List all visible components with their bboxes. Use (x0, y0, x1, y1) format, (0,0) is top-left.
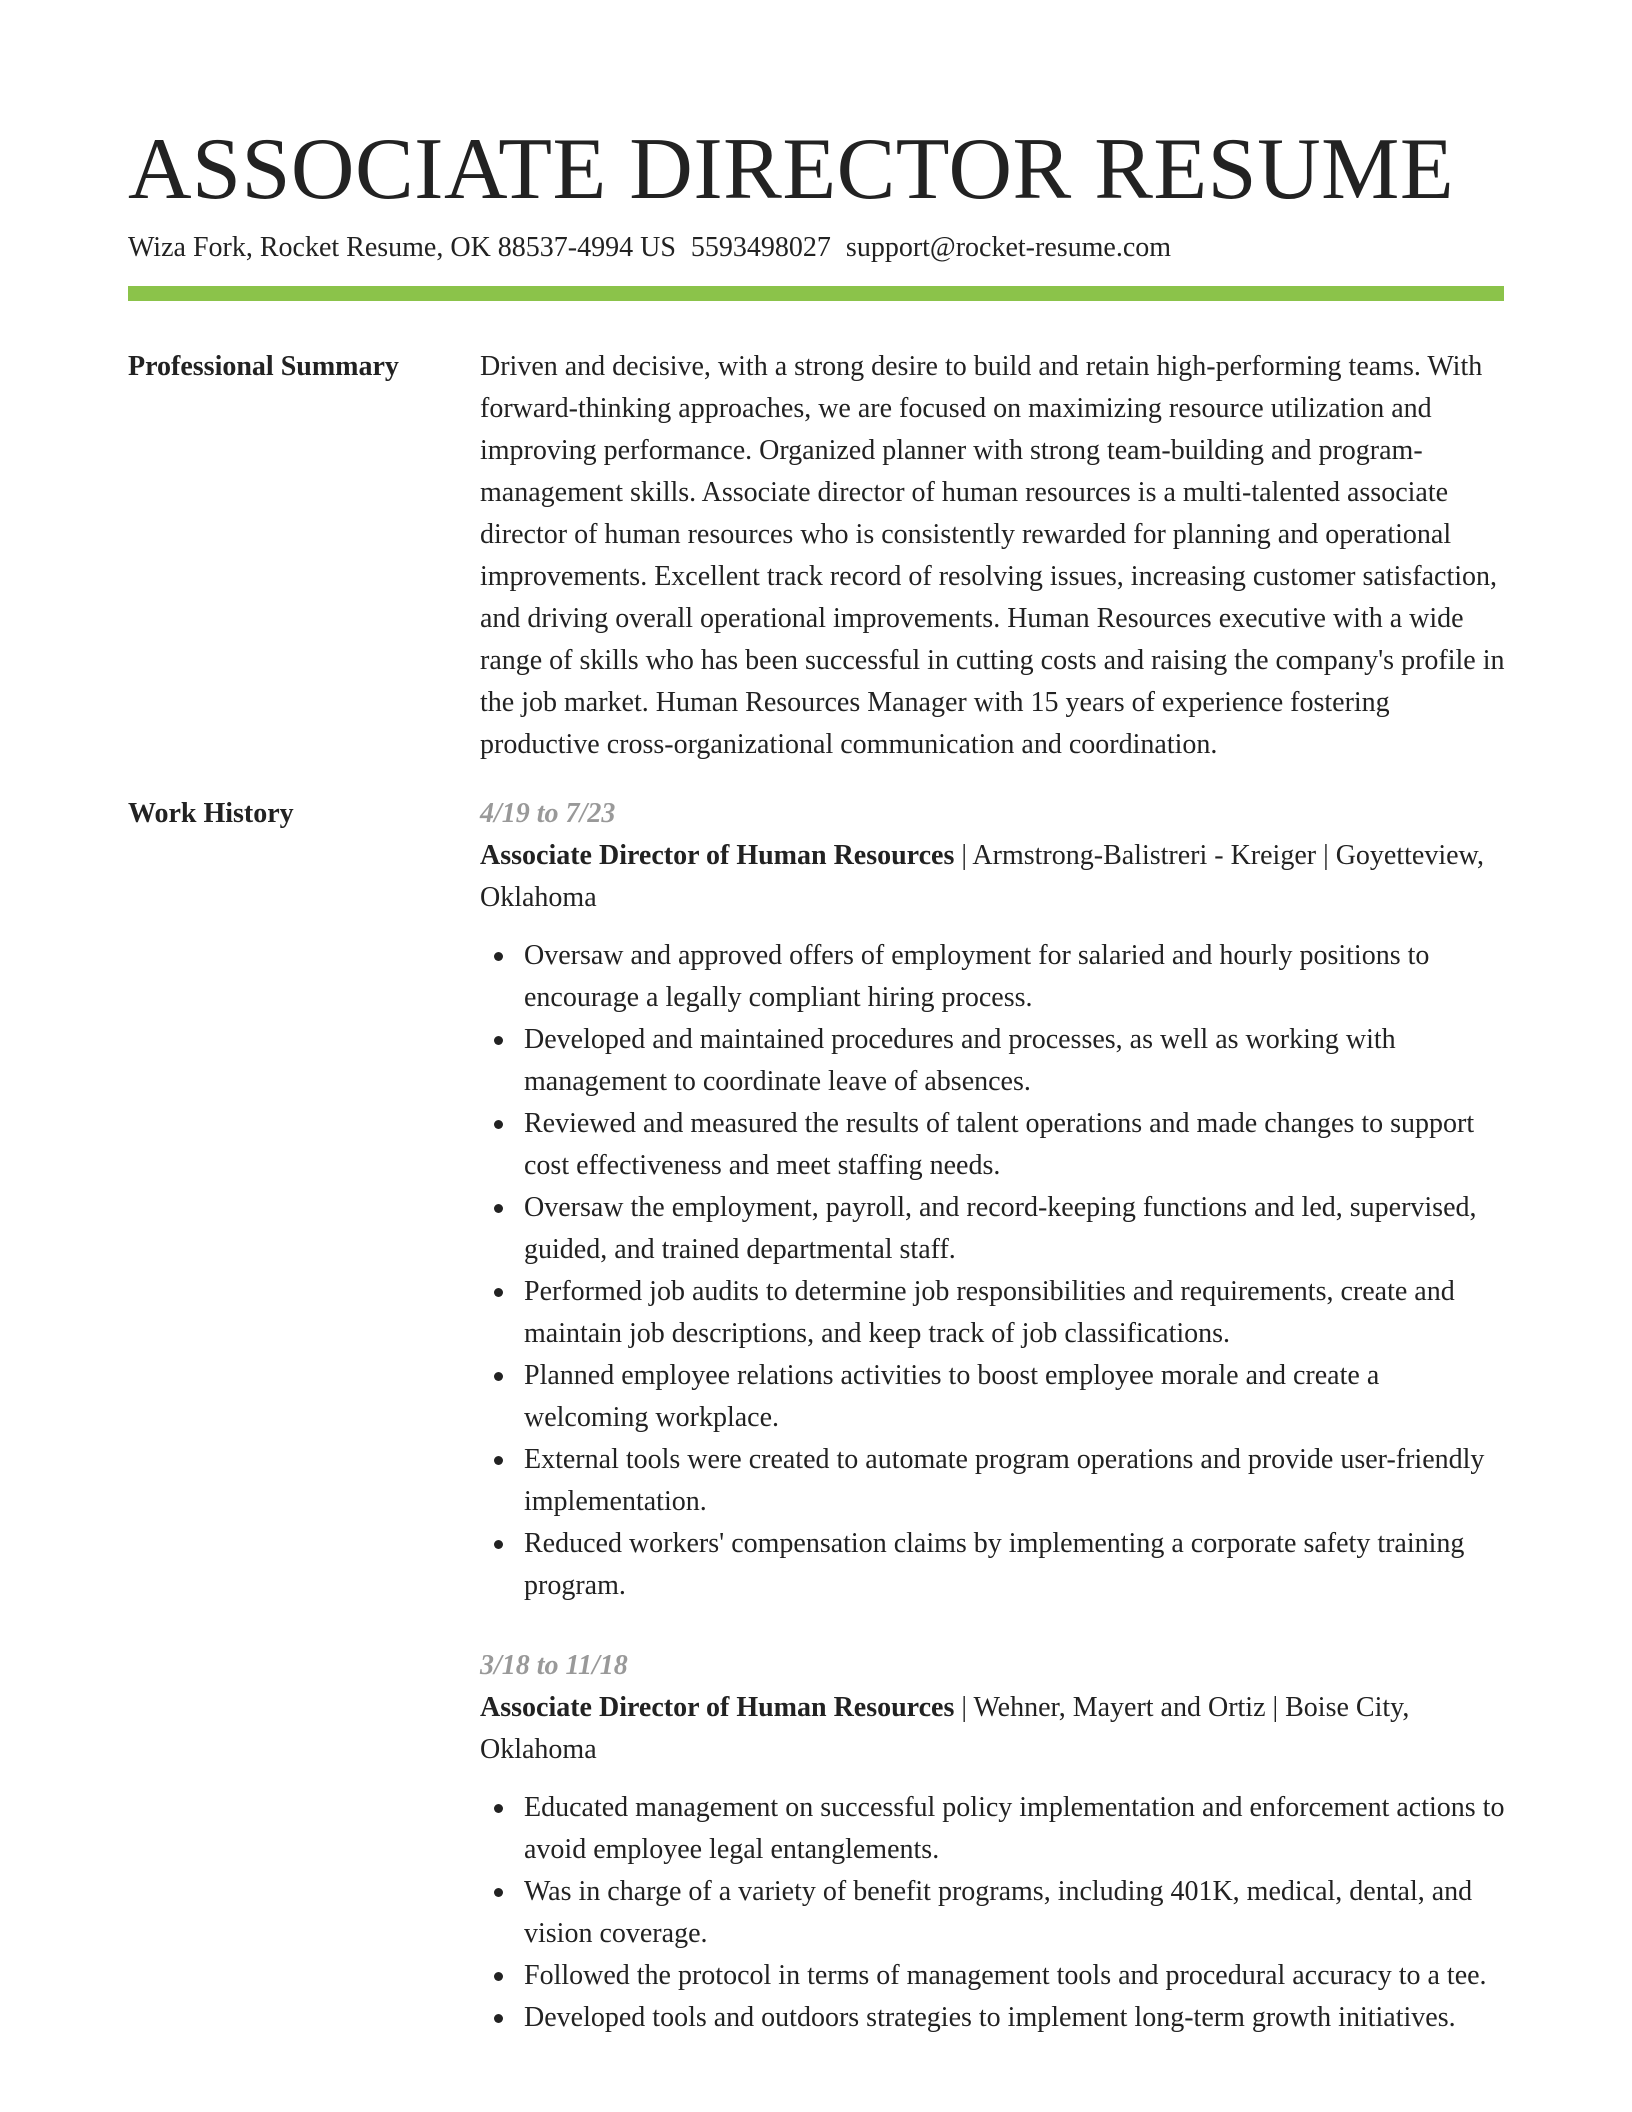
summary-text: Driven and decisive, with a strong desire to build and retain high-performing teams. With forward-thinking approaches, we are focused on maximizing resource utilization and improving performance. Organized planner with strong team-building and program-management skills. Associate director of human resources is a multi-talented associate director of human resources who is consistently rewarded for planning and operational improvements. Excellent track record of resolving issues, increasing customer satisfaction, and driving overall operational improvements. Human Resources executive with a wide range of skills who has been successful in cutting costs and raising the company's profile in the job market. Human Resources Manager with 15 years of experience fostering productive cross-organizational communication and coordination. (480, 351, 1505, 760)
summary-body (480, 346, 1506, 766)
job-bullet (524, 1271, 1506, 1355)
job-title: Associate Director of Human Resources (480, 1692, 955, 1723)
job-entry (480, 793, 1506, 1607)
job-bullet (524, 1787, 1506, 1871)
job-title: Associate Director of Human Resources (480, 840, 955, 871)
job-bullet-text: Reviewed and measured the results of talent operations and made changes to support cost effectiveness and meet staffing needs. (524, 1108, 1475, 1181)
bullet-dot-icon (494, 1804, 503, 1813)
job-bullet-text: Oversaw and approved offers of employment for salaried and hourly positions to encourage a legally compliant hiring process. (524, 940, 1430, 1013)
job-bullet-text: Performed job audits to determine job responsibilities and requirements, create and maintain job descriptions, and keep track of job classifications. (524, 1276, 1455, 1349)
job-details: | Armstrong-Balistreri - Kreiger | Goyetteview, Oklahoma (480, 840, 1484, 913)
job-bullet-text: Developed and maintained procedures and processes, as well as working with management to coordinate leave of absences. (524, 1024, 1396, 1097)
job-bullet (524, 1187, 1506, 1271)
bullet-dot-icon (494, 1204, 503, 1213)
bullet-dot-icon (494, 1036, 503, 1045)
job-bullet (524, 1019, 1506, 1103)
bullet-dot-icon (494, 1288, 503, 1297)
job-bullet (524, 1523, 1506, 1607)
job-bullet-list (480, 1787, 1506, 2039)
bullet-dot-icon (494, 1456, 503, 1465)
job-bullet (524, 1955, 1506, 1997)
job-bullet (524, 1439, 1506, 1523)
job-bullet-text: Oversaw the employment, payroll, and record-keeping functions and led, supervised, guided, and trained departmental staff. (524, 1192, 1477, 1265)
job-bullet-text: Was in charge of a variety of benefit programs, including 401K, medical, dental, and vision coverage. (524, 1876, 1473, 1949)
header-divider (128, 286, 1504, 301)
job-bullet-text: Educated management on successful policy implementation and enforcement actions to avoid employee legal entanglements. (524, 1792, 1505, 1865)
job-bullet-list (480, 935, 1506, 1607)
job-dates: 3/18 to 11/18 (480, 1650, 628, 1681)
job-bullet-text: Planned employee relations activities to boost employee morale and create a welcoming workplace. (524, 1360, 1380, 1433)
job-bullet (524, 1997, 1506, 2039)
resume-title: ASSOCIATE DIRECTOR RESUME (128, 121, 1455, 218)
contact-phone: 5593498027 (690, 232, 831, 263)
section-label-work-history: Work History (128, 798, 294, 829)
bullet-dot-icon (494, 1888, 503, 1897)
job-heading (480, 835, 1506, 919)
bullet-dot-icon (494, 2014, 503, 2023)
job-dates: 4/19 to 7/23 (480, 798, 616, 829)
job-bullet (524, 1871, 1506, 1955)
bullet-dot-icon (494, 1120, 503, 1129)
job-bullet-text: Reduced workers' compensation claims by implementing a corporate safety training program. (524, 1528, 1465, 1601)
job-bullet-text: Developed tools and outdoors strategies to implement long-term growth initiatives. (524, 2002, 1456, 2033)
work-history-body (480, 793, 1506, 2077)
contact-email[interactable]: support@rocket-resume.com (845, 232, 1172, 263)
job-bullet (524, 935, 1506, 1019)
job-bullet-text: Followed the protocol in terms of management tools and procedural accuracy to a tee. (524, 1960, 1487, 1991)
bullet-dot-icon (494, 1540, 503, 1549)
section-label-summary: Professional Summary (128, 351, 399, 382)
job-bullet (524, 1355, 1506, 1439)
contact-address: Wiza Fork, Rocket Resume, OK 88537-4994 US (128, 232, 676, 263)
bullet-dot-icon (494, 952, 503, 961)
job-bullet (524, 1103, 1506, 1187)
bullet-dot-icon (494, 1372, 503, 1381)
job-bullet-text: External tools were created to automate program operations and provide user-friendly implementation. (524, 1444, 1485, 1517)
job-heading (480, 1687, 1506, 1771)
contact-line (128, 230, 1171, 266)
job-details: | Wehner, Mayert and Ortiz | Boise City, Oklahoma (480, 1692, 1410, 1765)
job-entry (480, 1645, 1506, 2039)
bullet-dot-icon (494, 1972, 503, 1981)
